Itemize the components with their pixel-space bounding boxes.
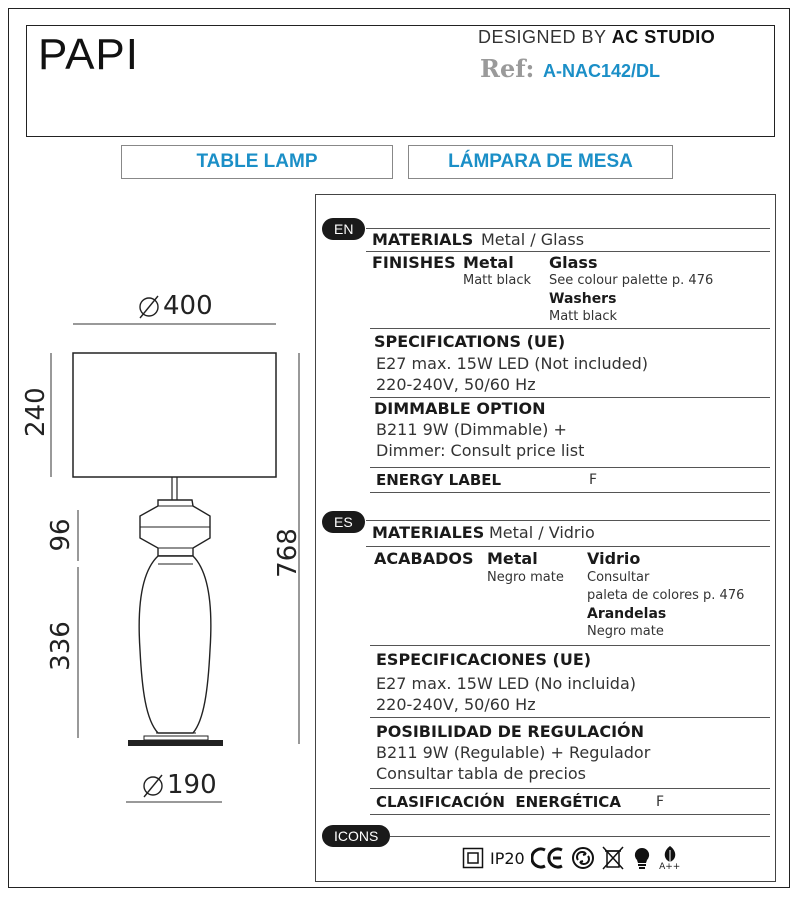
- ref-label: Ref:: [480, 54, 535, 83]
- es-washers-value: Negro mate: [587, 624, 664, 639]
- designed-by: [478, 27, 715, 48]
- dim-neck-height: 96: [46, 518, 76, 552]
- ref-value: A-NAC142/DL: [543, 61, 661, 81]
- es-glass-value1: Consultar: [587, 570, 650, 585]
- es-metal-value: Negro mate: [487, 570, 564, 585]
- es-specs-line2: 220-240V, 50/60 Hz: [376, 695, 536, 714]
- en-specs-line1: E27 max. 15W LED (Not included): [376, 354, 649, 373]
- en-energy-value: F: [589, 472, 598, 488]
- lamp-base: [128, 740, 223, 746]
- es-dimmable-line1: B211 9W (Regulable) + Regulador: [376, 743, 651, 762]
- ce-mark-icon: [531, 846, 565, 870]
- dim-shade-diameter: 400: [163, 291, 213, 321]
- en-dimmable-label: DIMMABLE OPTION: [374, 399, 546, 418]
- es-finishes-label: ACABADOS: [374, 549, 474, 568]
- es-materials-value: Metal / Vidrio: [489, 523, 595, 542]
- es-specs-label: ESPECIFICACIONES (UE): [376, 650, 592, 669]
- en-glass-value: See colour palette p. 476: [549, 273, 714, 288]
- en-finishes-label: FINISHES: [372, 253, 456, 272]
- es-dimmable-label: POSIBILIDAD DE REGULACIÓN: [376, 722, 645, 741]
- dim-total-height: 768: [273, 528, 303, 578]
- dim-base-diameter: 190: [167, 770, 217, 800]
- en-specs-line2: 220-240V, 50/60 Hz: [376, 375, 536, 394]
- lang-badge-en: EN: [322, 218, 365, 240]
- en-materials-value: Metal / Glass: [481, 230, 585, 249]
- en-washers-value: Matt black: [549, 309, 618, 324]
- es-specs-line1: E27 max. 15W LED (No incluida): [376, 674, 636, 693]
- en-dimmable-line1: B211 9W (Dimmable) +: [376, 420, 567, 439]
- es-metal-label: Metal: [487, 549, 538, 568]
- es-glass-value2: paleta de colores p. 476: [587, 588, 745, 603]
- es-energy-value: F: [656, 794, 665, 810]
- es-glass-label: Vidrio: [587, 549, 641, 568]
- product-title: PAPI: [38, 30, 140, 79]
- recycle-icon: [571, 846, 595, 870]
- lang-badge-es: ES: [322, 511, 365, 533]
- en-specs-label: SPECIFICATIONS (UE): [374, 332, 566, 351]
- es-energy-label: CLASIFICACIÓN ENERGÉTICA: [376, 793, 621, 811]
- en-materials-label: MATERIALS: [372, 230, 474, 249]
- weee-bin-icon: [601, 845, 625, 871]
- ip-rating: IP20: [490, 848, 525, 868]
- lamp-drawing: [0, 0, 315, 900]
- en-washers-label: Washers: [549, 291, 617, 307]
- en-metal-label: Metal: [463, 253, 514, 272]
- lamp-shade: [73, 353, 276, 477]
- double-insulation-icon: [462, 847, 484, 869]
- es-dimmable-line2: Consultar tabla de precios: [376, 764, 587, 783]
- led-bulb-icon: [631, 845, 653, 871]
- icons-badge: ICONS: [322, 825, 390, 847]
- dim-shade-height: 240: [21, 387, 51, 437]
- en-glass-label: Glass: [549, 253, 598, 272]
- designed-by-prefix: DESIGNED BY: [478, 27, 607, 47]
- designer-name: AC STUDIO: [611, 27, 716, 47]
- energy-leaf-icon: [659, 845, 681, 872]
- lamp-body: [139, 556, 211, 733]
- en-metal-value: Matt black: [463, 273, 532, 288]
- tab-lampara-de-mesa: LÁMPARA DE MESA: [408, 145, 673, 179]
- tab-table-lamp: TABLE LAMP: [121, 145, 393, 179]
- dim-body-height: 336: [46, 621, 76, 671]
- es-materials-label: MATERIALES: [372, 523, 485, 542]
- en-energy-label: ENERGY LABEL: [376, 471, 502, 489]
- en-dimmable-line2: Dimmer: Consult price list: [376, 441, 585, 460]
- certification-icons: [462, 843, 681, 873]
- energy-class-label: A++: [659, 861, 681, 872]
- es-washers-label: Arandelas: [587, 606, 667, 622]
